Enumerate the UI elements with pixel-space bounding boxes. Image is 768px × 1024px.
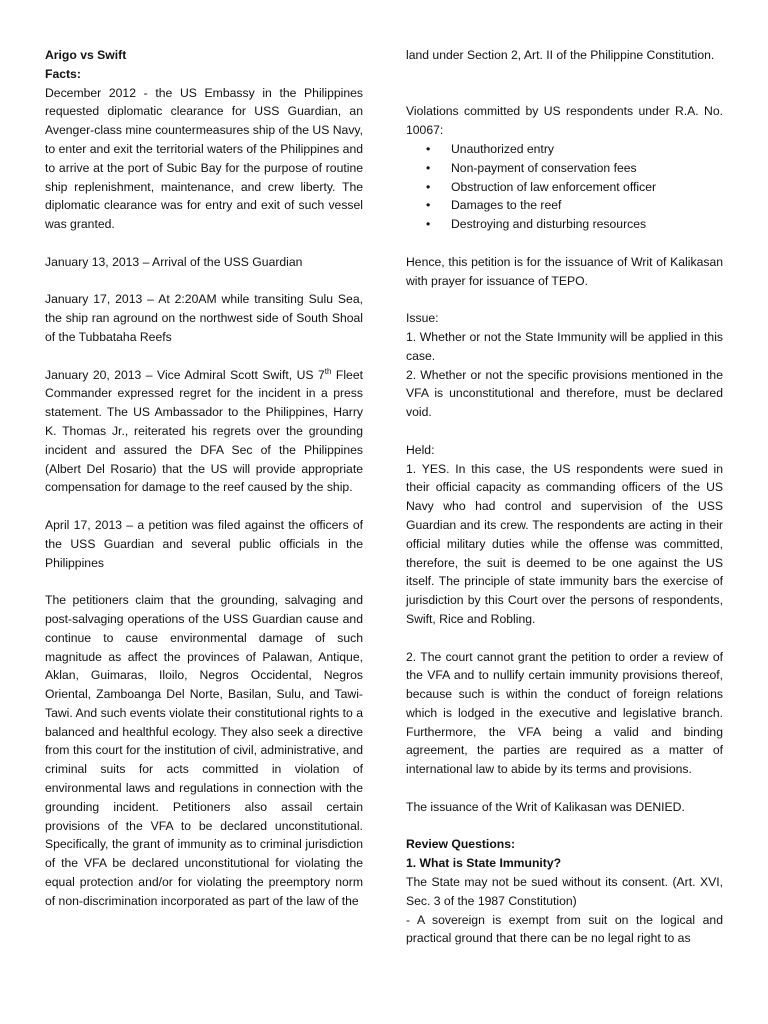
- facts-paragraph-january-17: January 17, 2013 – At 2:20AM while transiting Sulu Sea, the ship ran aground on the northwest side of South Shoal of the Tubbataha Reefs: [45, 292, 363, 344]
- answer-1: The State may not be sued without its consent. (Art. XVI, Sec. 3 of the 1987 Constitution): [406, 875, 723, 908]
- violations-intro: Violations committed by US respondents under R.A. No. 10067:: [406, 104, 723, 138]
- list-item: • Damages to the reef: [406, 196, 723, 215]
- list-item: • Non-payment of conservation fees: [406, 159, 723, 178]
- held-1: 1. YES. In this case, the US respondents were sued in their official capacity as commanding officers of the US Navy who had control and supervision of the USS Guardian and its crew. The respondents are acting in their official military duties while the offense was committed, therefore, the suit is deemed to be one against the US itself. The principle of state immunity bars the exercise of jurisdiction by this Court over the persons of respondents, Swift, Rice and Robling.: [406, 461, 723, 626]
- petitioners-claim-paragraph: The petitioners claim that the grounding, salvaging and post-salvaging operations of the USS Guardian cause and continue to cause environmental damage of such magnitude as affect the provinces of Palawan, Antique, Aklan, Guimaras, Iloilo, Negros Occidental, Negros Oriental, Zamboanga Del Norte, Basilan, Sulu, and Tawi-Tawi. And such events violate their constitutional rights to a balanced and healthful ecology. They also seek a directive from this court for the institution of civil, administrative, and criminal suits for acts committed in violation of environmental laws and regulations in connection with the grounding incident. Petitioners also assail certain provisions of the VFA to be declared unconstitutional. Specifically, the grant of immunity as to criminal jurisdiction of the VFA be declared unconstitutional for violating the equal protection and/or for violating the preemptory norm of non-discrimination incorporated as part of the law of the: [45, 593, 363, 908]
- answer-2: - A sovereign is exempt from suit on the logical and practical ground that there can be no legal right to as: [406, 912, 723, 946]
- issue-2: 2. Whether or not the specific provisions mentioned in the VFA is unconstitutional and therefore, must be declared void.: [406, 367, 723, 420]
- held-heading: Held:: [406, 442, 435, 457]
- held-2: 2. The court cannot grant the petition to order a review of the VFA and to nullify certain immunity provisions thereof, because such is within the conduct of foreign relations which is lodged in the executive and legislative branch. Furthermore, the VFA being a valid and binding agreement, the parties are required as a matter of international law to abide by its terms and provisions.: [406, 649, 723, 777]
- constitution-continuation: land under Section 2, Art. II of the Philippine Constitution.: [406, 48, 715, 62]
- list-item: • Destroying and disturbing resources: [406, 215, 723, 234]
- jan20-text-a: January 20, 2013 – Vice Admiral Scott Swift, US 7: [45, 367, 325, 382]
- list-item: • Unauthorized entry: [406, 140, 723, 159]
- left-column: [45, 46, 363, 911]
- denied-statement: The issuance of the Writ of Kalikasan was DENIED.: [406, 799, 685, 814]
- case-title: Arigo vs Swift: [45, 48, 127, 62]
- facts-paragraph-january-20: [45, 366, 363, 498]
- issue-heading: Issue:: [406, 311, 439, 326]
- violations-list: [406, 140, 723, 234]
- facts-paragraph-april-17: April 17, 2013 – a petition was filed against the officers of the USS Guardian and several public officials in the Philippines: [45, 517, 363, 570]
- question-1: 1. What is State Immunity?: [406, 856, 562, 871]
- facts-heading: Facts:: [45, 66, 81, 81]
- issue-1: 1. Whether or not the State Immunity will be applied in this case.: [406, 329, 723, 363]
- list-item: • Obstruction of law enforcement officer: [406, 178, 723, 197]
- right-column: [406, 46, 723, 948]
- jan20-text-b: Fleet Commander expressed regret for the incident in a press statement. The US Ambassador to the Philippines, Harry K. Thomas Jr., reiterated his regrets over the grounding incident and assured the DFA Sec of the Philippines (Albert Del Rosario) that the US will provide appropriate compensation for damage to the reef caused by the ship.: [45, 367, 363, 495]
- ordinal-superscript: th: [324, 366, 332, 376]
- facts-paragraph-december-2012: December 2012 - the US Embassy in the Philippines requested diplomatic clearance for USS Guardian, an Avenger-class mine countermeasures ship of the US Navy, to enter and exit the territorial waters of the Philippines and to arrive at the port of Subic Bay for the purpose of routine ship replenishment, maintenance, and crew liberty. The diplomatic clearance was for entry and exit of such vessel was granted.: [45, 85, 363, 232]
- review-questions-heading: Review Questions:: [406, 837, 516, 852]
- hence-paragraph: Hence, this petition is for the issuance of Writ of Kalikasan with prayer for issuance of TEPO.: [406, 254, 723, 288]
- facts-paragraph-january-13: January 13, 2013 – Arrival of the USS Guardian: [45, 254, 303, 269]
